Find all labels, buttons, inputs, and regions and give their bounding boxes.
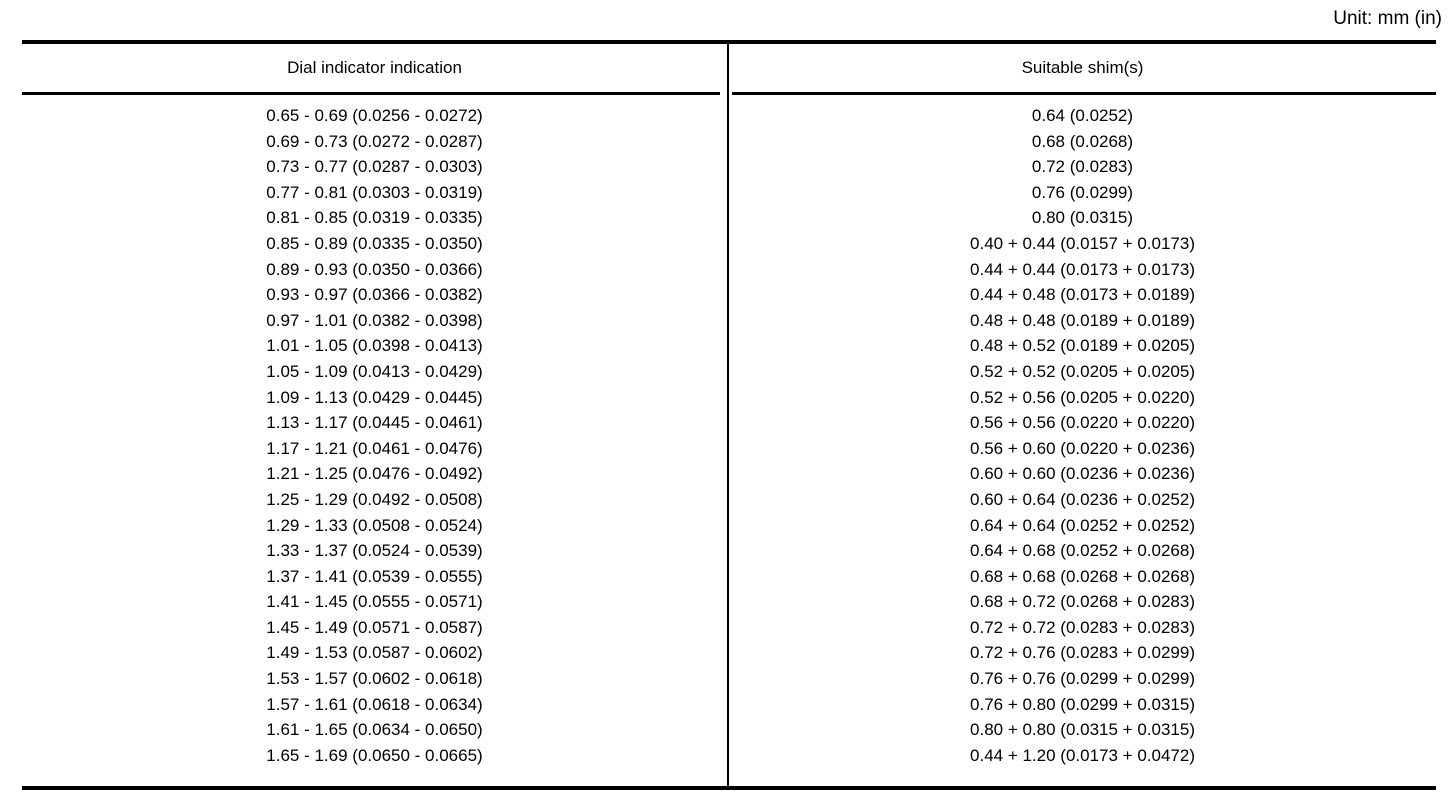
dial-indicator-cell: 0.89 - 0.93 (0.0350 - 0.0366) [266,259,483,279]
suitable-shim-cell: 0.48 + 0.48 (0.0189 + 0.0189) [970,310,1195,330]
dial-indicator-cell: 1.41 - 1.45 (0.0555 - 0.0571) [266,592,483,612]
dial-indicator-cell: 0.85 - 0.89 (0.0335 - 0.0350) [266,233,483,253]
dial-indicator-cell: 1.49 - 1.53 (0.0587 - 0.0602) [266,643,483,663]
suitable-shim-cell: 0.72 + 0.76 (0.0283 + 0.0299) [970,643,1195,663]
suitable-shim-cell: 0.44 + 0.48 (0.0173 + 0.0189) [970,285,1195,305]
header-suitable-shims: Suitable shim(s) [1021,58,1144,77]
dial-indicator-cell: 1.61 - 1.65 (0.0634 - 0.0650) [266,720,483,740]
suitable-shim-cell: 0.68 + 0.72 (0.0268 + 0.0283) [970,592,1195,612]
dial-indicator-cell: 0.73 - 0.77 (0.0287 - 0.0303) [266,157,483,177]
dial-indicator-cell: 1.37 - 1.41 (0.0539 - 0.0555) [266,566,483,586]
suitable-shim-cell: 0.48 + 0.52 (0.0189 + 0.0205) [970,336,1195,356]
suitable-shim-cell: 0.44 + 0.44 (0.0173 + 0.0173) [970,259,1195,279]
header-dial-indicator-indication: Dial indicator indication [287,58,462,77]
dial-indicator-cell: 0.97 - 1.01 (0.0382 - 0.0398) [266,310,483,330]
dial-indicator-cell: 1.57 - 1.61 (0.0618 - 0.0634) [266,694,483,714]
dial-indicator-cell: 1.01 - 1.05 (0.0398 - 0.0413) [266,336,483,356]
suitable-shim-cell: 0.56 + 0.60 (0.0220 + 0.0236) [970,438,1195,458]
dial-indicator-cell: 1.33 - 1.37 (0.0524 - 0.0539) [266,541,483,561]
suitable-shim-cell: 0.76 + 0.80 (0.0299 + 0.0315) [970,694,1195,714]
table-bottom-rule [22,786,1436,790]
suitable-shim-cell: 0.40 + 0.44 (0.0157 + 0.0173) [970,233,1195,253]
dial-indicator-cell: 1.65 - 1.69 (0.0650 - 0.0665) [266,745,483,765]
dial-indicator-cell: 1.13 - 1.17 (0.0445 - 0.0461) [266,413,483,433]
suitable-shim-cell: 0.52 + 0.56 (0.0205 + 0.0220) [970,387,1195,407]
suitable-shim-cell: 0.64 + 0.64 (0.0252 + 0.0252) [970,515,1195,535]
dial-indicator-cell: 1.09 - 1.13 (0.0429 - 0.0445) [266,387,483,407]
dial-indicator-cell: 1.29 - 1.33 (0.0508 - 0.0524) [266,515,483,535]
suitable-shim-cell: 0.76 (0.0299) [1031,182,1134,202]
header-rule-left [22,92,720,95]
dial-indicator-cell: 0.77 - 0.81 (0.0303 - 0.0319) [266,182,483,202]
suitable-shim-cell: 0.68 (0.0268) [1031,131,1134,151]
dial-indicator-cell: 1.05 - 1.09 (0.0413 - 0.0429) [266,361,483,381]
suitable-shim-cell: 0.80 (0.0315) [1031,208,1134,228]
suitable-shim-cell: 0.72 (0.0283) [1031,157,1134,177]
dial-indicator-cell: 0.65 - 0.69 (0.0256 - 0.0272) [266,106,483,125]
dial-indicator-cell: 1.21 - 1.25 (0.0476 - 0.0492) [266,464,483,484]
suitable-shim-cell: 0.64 (0.0252) [1031,106,1134,125]
dial-indicator-cell: 1.17 - 1.21 (0.0461 - 0.0476) [266,438,483,458]
dial-indicator-column [22,103,727,768]
suitable-shim-cell: 0.64 + 0.68 (0.0252 + 0.0268) [970,541,1195,561]
suitable-shim-cell: 0.60 + 0.60 (0.0236 + 0.0236) [970,464,1195,484]
suitable-shim-cell: 0.72 + 0.72 (0.0283 + 0.0283) [970,617,1195,637]
suitable-shims-column [729,103,1436,768]
suitable-shim-cell: 0.80 + 0.80 (0.0315 + 0.0315) [970,720,1195,740]
unit-label: Unit: mm (in) [1333,8,1442,29]
dial-indicator-cell: 1.53 - 1.57 (0.0602 - 0.0618) [266,669,483,689]
suitable-shim-cell: 0.76 + 0.76 (0.0299 + 0.0299) [970,669,1195,689]
suitable-shim-cell: 0.56 + 0.56 (0.0220 + 0.0220) [970,413,1195,433]
suitable-shim-cell: 0.44 + 1.20 (0.0173 + 0.0472) [970,745,1195,765]
dial-indicator-cell: 1.25 - 1.29 (0.0492 - 0.0508) [266,489,483,509]
header-rule-right [732,92,1436,95]
dial-indicator-cell: 0.69 - 0.73 (0.0272 - 0.0287) [266,131,483,151]
suitable-shim-cell: 0.68 + 0.68 (0.0268 + 0.0268) [970,566,1195,586]
dial-indicator-cell: 0.93 - 0.97 (0.0366 - 0.0382) [266,285,483,305]
suitable-shim-cell: 0.60 + 0.64 (0.0236 + 0.0252) [970,489,1195,509]
suitable-shim-cell: 0.52 + 0.52 (0.0205 + 0.0205) [970,361,1195,381]
dial-indicator-cell: 0.81 - 0.85 (0.0319 - 0.0335) [266,208,483,228]
table-top-rule [22,40,1436,44]
dial-indicator-cell: 1.45 - 1.49 (0.0571 - 0.0587) [266,617,483,637]
